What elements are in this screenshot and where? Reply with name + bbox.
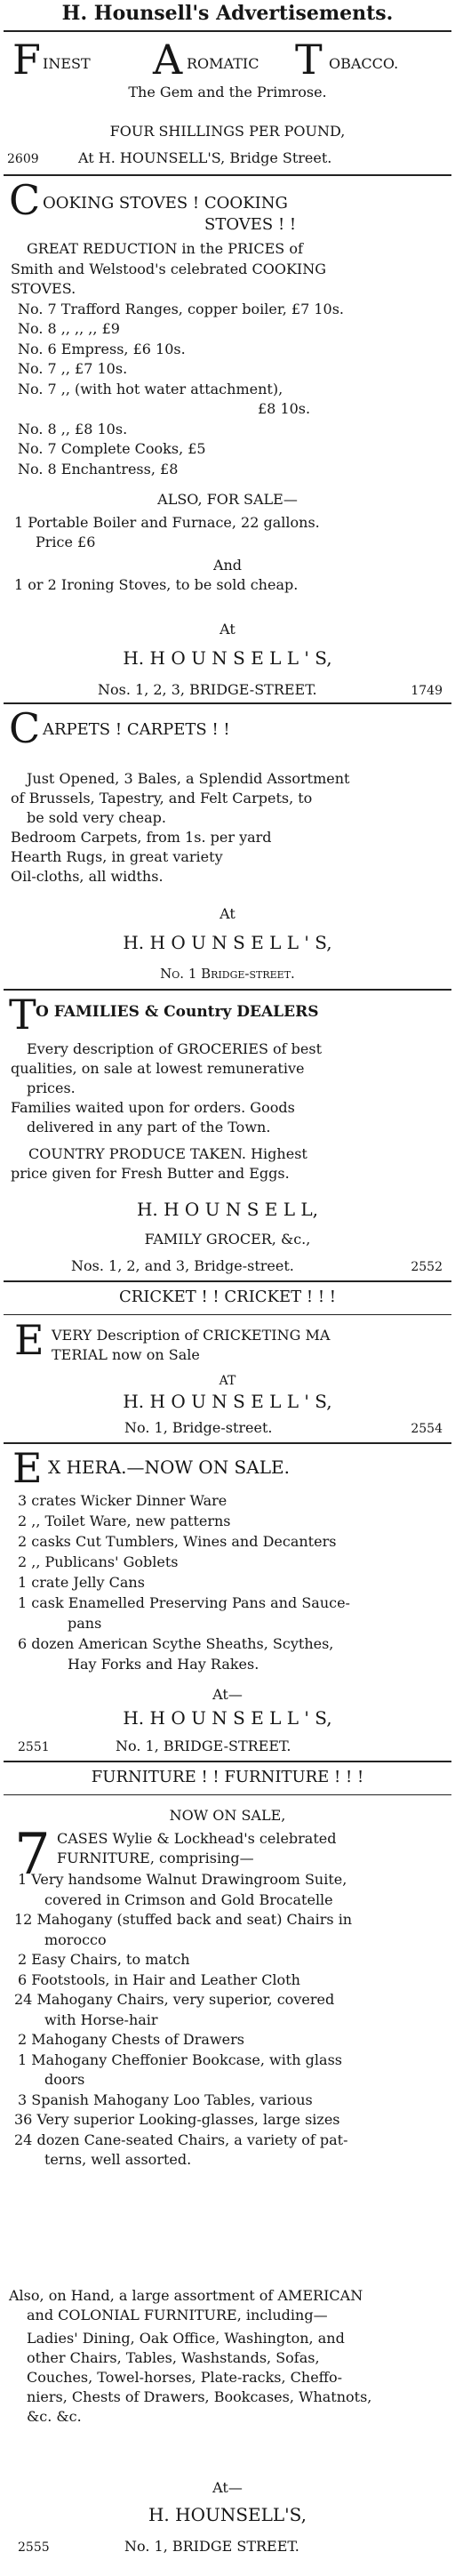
ad-number: 2609 — [7, 152, 39, 166]
page-title: H. Hounsell's Advertisements. — [61, 2, 394, 25]
ad-line: be sold very cheap. — [27, 809, 166, 826]
ad-line: 1 Mahogany Cheffonier Bookcase, with glass — [18, 2050, 342, 2068]
ad-line: No. 7 Trafford Ranges, copper boiler, £7 10s. — [18, 300, 344, 317]
headline: X HERA.—NOW ON SALE. — [48, 1457, 290, 1478]
merchant-name: H. H O U N S E L L ' S, — [123, 1707, 332, 1729]
ad-line: 3 Spanish Mahogany Loo Tables, various — [18, 2090, 313, 2108]
divider — [4, 1794, 451, 1795]
ad-line: qualities, on sale at lowest remunerative — [11, 1060, 305, 1077]
ad-line: niers, Chests of Drawers, Bookcases, Whatnots, — [27, 2388, 372, 2405]
headline: STOVES ! ! — [204, 215, 297, 234]
drop-cap: C — [9, 176, 41, 224]
ad-line: &c. &c. — [27, 2408, 82, 2425]
ad-line: At — [220, 621, 235, 638]
drop-cap: A — [153, 36, 183, 84]
ad-line: FOUR SHILLINGS PER POUND, — [109, 123, 346, 140]
ad-line: Bedroom Carpets, from 1s. per yard — [11, 829, 272, 846]
ad-line: Couches, Towel-horses, Plate-racks, Cheffo- — [27, 2369, 343, 2386]
ad-line: No. 6 Empress, £6 10s. — [18, 340, 186, 357]
ad-line: 1 Very handsome Walnut Drawingroom Suite, — [18, 1871, 347, 1888]
ad-line: Families waited upon for orders. Goods — [11, 1099, 295, 1116]
headline: OOKING STOVES ! COOKING — [43, 194, 288, 213]
ad-line: morocco — [44, 1930, 107, 1948]
ad-line: 12 Mahogany (stuffed back and seat) Chairs in — [14, 1911, 353, 1928]
ad-line: No. 8 ,, ,, ,, £9 — [18, 320, 120, 337]
ad-line: ALSO, FOR SALE— — [157, 491, 298, 508]
ad-line: No. 7 ,, £7 10s. — [18, 360, 128, 377]
ad-line: Also, on Hand, a large assortment of AMERICAN — [9, 2287, 363, 2304]
ad-line: VERY Description of CRICKETING MA — [52, 1327, 331, 1344]
merchant-name: H. H O U N S E L L ' S, — [123, 932, 332, 953]
ad-number: 2551 — [18, 1740, 50, 1754]
ad-address: Nos. 1, 2, 3, BRIDGE-STREET. — [98, 681, 317, 698]
ad-address: No. 1, BRIDGE-STREET. — [116, 1737, 291, 1754]
ad-line: prices. — [27, 1079, 76, 1096]
ad-line: 2 Easy Chairs, to match — [18, 1951, 190, 1968]
ad-line: 1 Portable Boiler and Furnace, 22 gallons. — [14, 514, 320, 531]
merchant-name: H. H O U N S E L L, — [136, 1199, 319, 1220]
ad-line: pans — [68, 1615, 102, 1632]
ad-address: Nos. 1, 2, and 3, Bridge-street. — [71, 1257, 294, 1274]
divider — [4, 1280, 451, 1282]
ad-line: STOVES. — [11, 280, 76, 297]
ad-line: At— — [212, 1686, 243, 1703]
divider — [4, 174, 451, 176]
ad-address: No. 1, BRIDGE STREET. — [124, 2538, 299, 2555]
ad-line: Every description of GROCERIES of best — [27, 1040, 323, 1057]
merchant-name: H. HOUNSELL'S, — [148, 2504, 307, 2525]
ad-number: 1749 — [411, 684, 443, 698]
merchant-name: H. H O U N S E L L ' S, — [123, 1391, 332, 1412]
headline: CRICKET ! ! CRICKET ! ! ! — [118, 1288, 337, 1306]
drop-cap: 7 — [14, 1822, 51, 1888]
ad-line: 1 cask Enamelled Preserving Pans and Sauce- — [18, 1594, 350, 1611]
ad-number: 2552 — [411, 1260, 443, 1274]
ad-line: terns, well assorted. — [44, 2151, 192, 2168]
divider — [4, 1442, 451, 1444]
ad-line: £8 10s. — [258, 400, 311, 417]
ad-address: No. 1 Bridge-street. — [160, 966, 295, 982]
headline-word: ROMATIC — [187, 55, 259, 72]
ad-line: Oil-cloths, all widths. — [11, 868, 164, 885]
ad-line: No. 8 Enchantress, £8 — [18, 460, 179, 477]
merchant-name: H. H O U N S E L L ' S, — [123, 647, 332, 669]
ad-line: delivered in any part of the Town. — [27, 1119, 271, 1136]
drop-cap: E — [12, 1444, 43, 1492]
ad-line: doors — [44, 2071, 85, 2088]
drop-cap: T — [295, 36, 323, 84]
ad-line: 36 Very superior Looking-glasses, large sizes — [14, 2111, 340, 2128]
ad-line: 24 dozen Cane-seated Chairs, a variety of pat- — [14, 2131, 348, 2148]
ad-line: and COLONIAL FURNITURE, including— — [27, 2307, 328, 2323]
ad-line: Hearth Rugs, in great variety — [11, 848, 223, 865]
ad-line: AT — [219, 1374, 236, 1388]
ad-line: price given for Fresh Butter and Eggs. — [11, 1165, 290, 1182]
ad-line: 24 Mahogany Chairs, very superior, covered — [14, 1991, 335, 2008]
ad-line: 6 Footstools, in Hair and Leather Cloth — [18, 1970, 300, 1988]
ad-line: 6 dozen American Scythe Sheaths, Scythes, — [18, 1635, 334, 1652]
ad-line: No. 8 ,, £8 10s. — [18, 420, 128, 437]
ad-line: COUNTRY PRODUCE TAKEN. Highest — [28, 1145, 307, 1162]
ad-line: Price £6 — [36, 534, 96, 550]
ad-address: No. 1, Bridge-street. — [124, 1419, 273, 1436]
ad-line: No. 7 Complete Cooks, £5 — [18, 440, 206, 457]
divider — [4, 702, 451, 704]
ad-line: At H. HOUNSELL'S, Bridge Street. — [78, 149, 332, 166]
drop-cap: E — [14, 1316, 44, 1364]
drop-cap: F — [12, 36, 41, 84]
ad-line: 2 casks Cut Tumblers, Wines and Decanters — [18, 1533, 337, 1550]
divider — [4, 1761, 451, 1762]
ad-line: of Brussels, Tapestry, and Felt Carpets, to — [11, 790, 313, 807]
ad-line: Ladies' Dining, Oak Office, Washington, and — [27, 2330, 345, 2347]
ad-number: 2554 — [411, 1422, 443, 1436]
ad-line: And — [212, 557, 243, 574]
ad-line: 1 crate Jelly Cans — [18, 1574, 145, 1591]
ad-line: FURNITURE, comprising— — [57, 1850, 254, 1866]
ad-line: The Gem and the Primrose. — [128, 84, 327, 100]
ad-line: 2 Mahogany Chests of Drawers — [18, 2031, 244, 2048]
ad-line: Just Opened, 3 Bales, a Splendid Assortment — [27, 770, 350, 787]
ad-line: Hay Forks and Hay Rakes. — [68, 1656, 259, 1673]
ad-line: 3 crates Wicker Dinner Ware — [18, 1492, 228, 1509]
ad-line: GREAT REDUCTION in the PRICES of — [27, 240, 303, 257]
divider — [4, 1314, 451, 1315]
ad-line: other Chairs, Tables, Washstands, Sofas, — [27, 2349, 320, 2366]
ad-line: FAMILY GROCER, &c., — [144, 1231, 311, 1248]
drop-cap: C — [9, 704, 41, 752]
ad-line: with Horse-hair — [44, 2010, 158, 2028]
divider — [4, 989, 451, 991]
headline-word: OBACCO. — [329, 55, 399, 72]
headline: FURNITURE ! ! FURNITURE ! ! ! — [91, 1768, 364, 1786]
ad-line: NOW ON SALE, — [169, 1807, 286, 1824]
ad-line: At — [220, 905, 235, 922]
ad-line: Smith and Welstood's celebrated COOKING — [11, 260, 327, 277]
divider — [4, 30, 451, 32]
ad-line: At— — [212, 2479, 243, 2496]
ad-line: 1 or 2 Ironing Stoves, to be sold cheap. — [14, 576, 299, 593]
ad-line: No. 7 ,, (with hot water attachment), — [18, 380, 283, 397]
ad-line: 2 ,, Toilet Ware, new patterns — [18, 1513, 231, 1529]
ad-number: 2555 — [18, 2540, 50, 2555]
headline-word: INEST — [43, 55, 91, 72]
ad-line: 2 ,, Publicans' Goblets — [18, 1553, 179, 1570]
ad-line: covered in Crimson and Gold Brocatelle — [44, 1890, 333, 1908]
headline: O FAMILIES & Country DEALERS — [36, 1003, 319, 1021]
ad-line: CASES Wylie & Lockhead's celebrated — [57, 1830, 337, 1847]
headline: ARPETS ! CARPETS ! ! — [43, 720, 230, 739]
drop-cap: T — [9, 991, 36, 1039]
ad-line: TERIAL now on Sale — [52, 1346, 200, 1363]
